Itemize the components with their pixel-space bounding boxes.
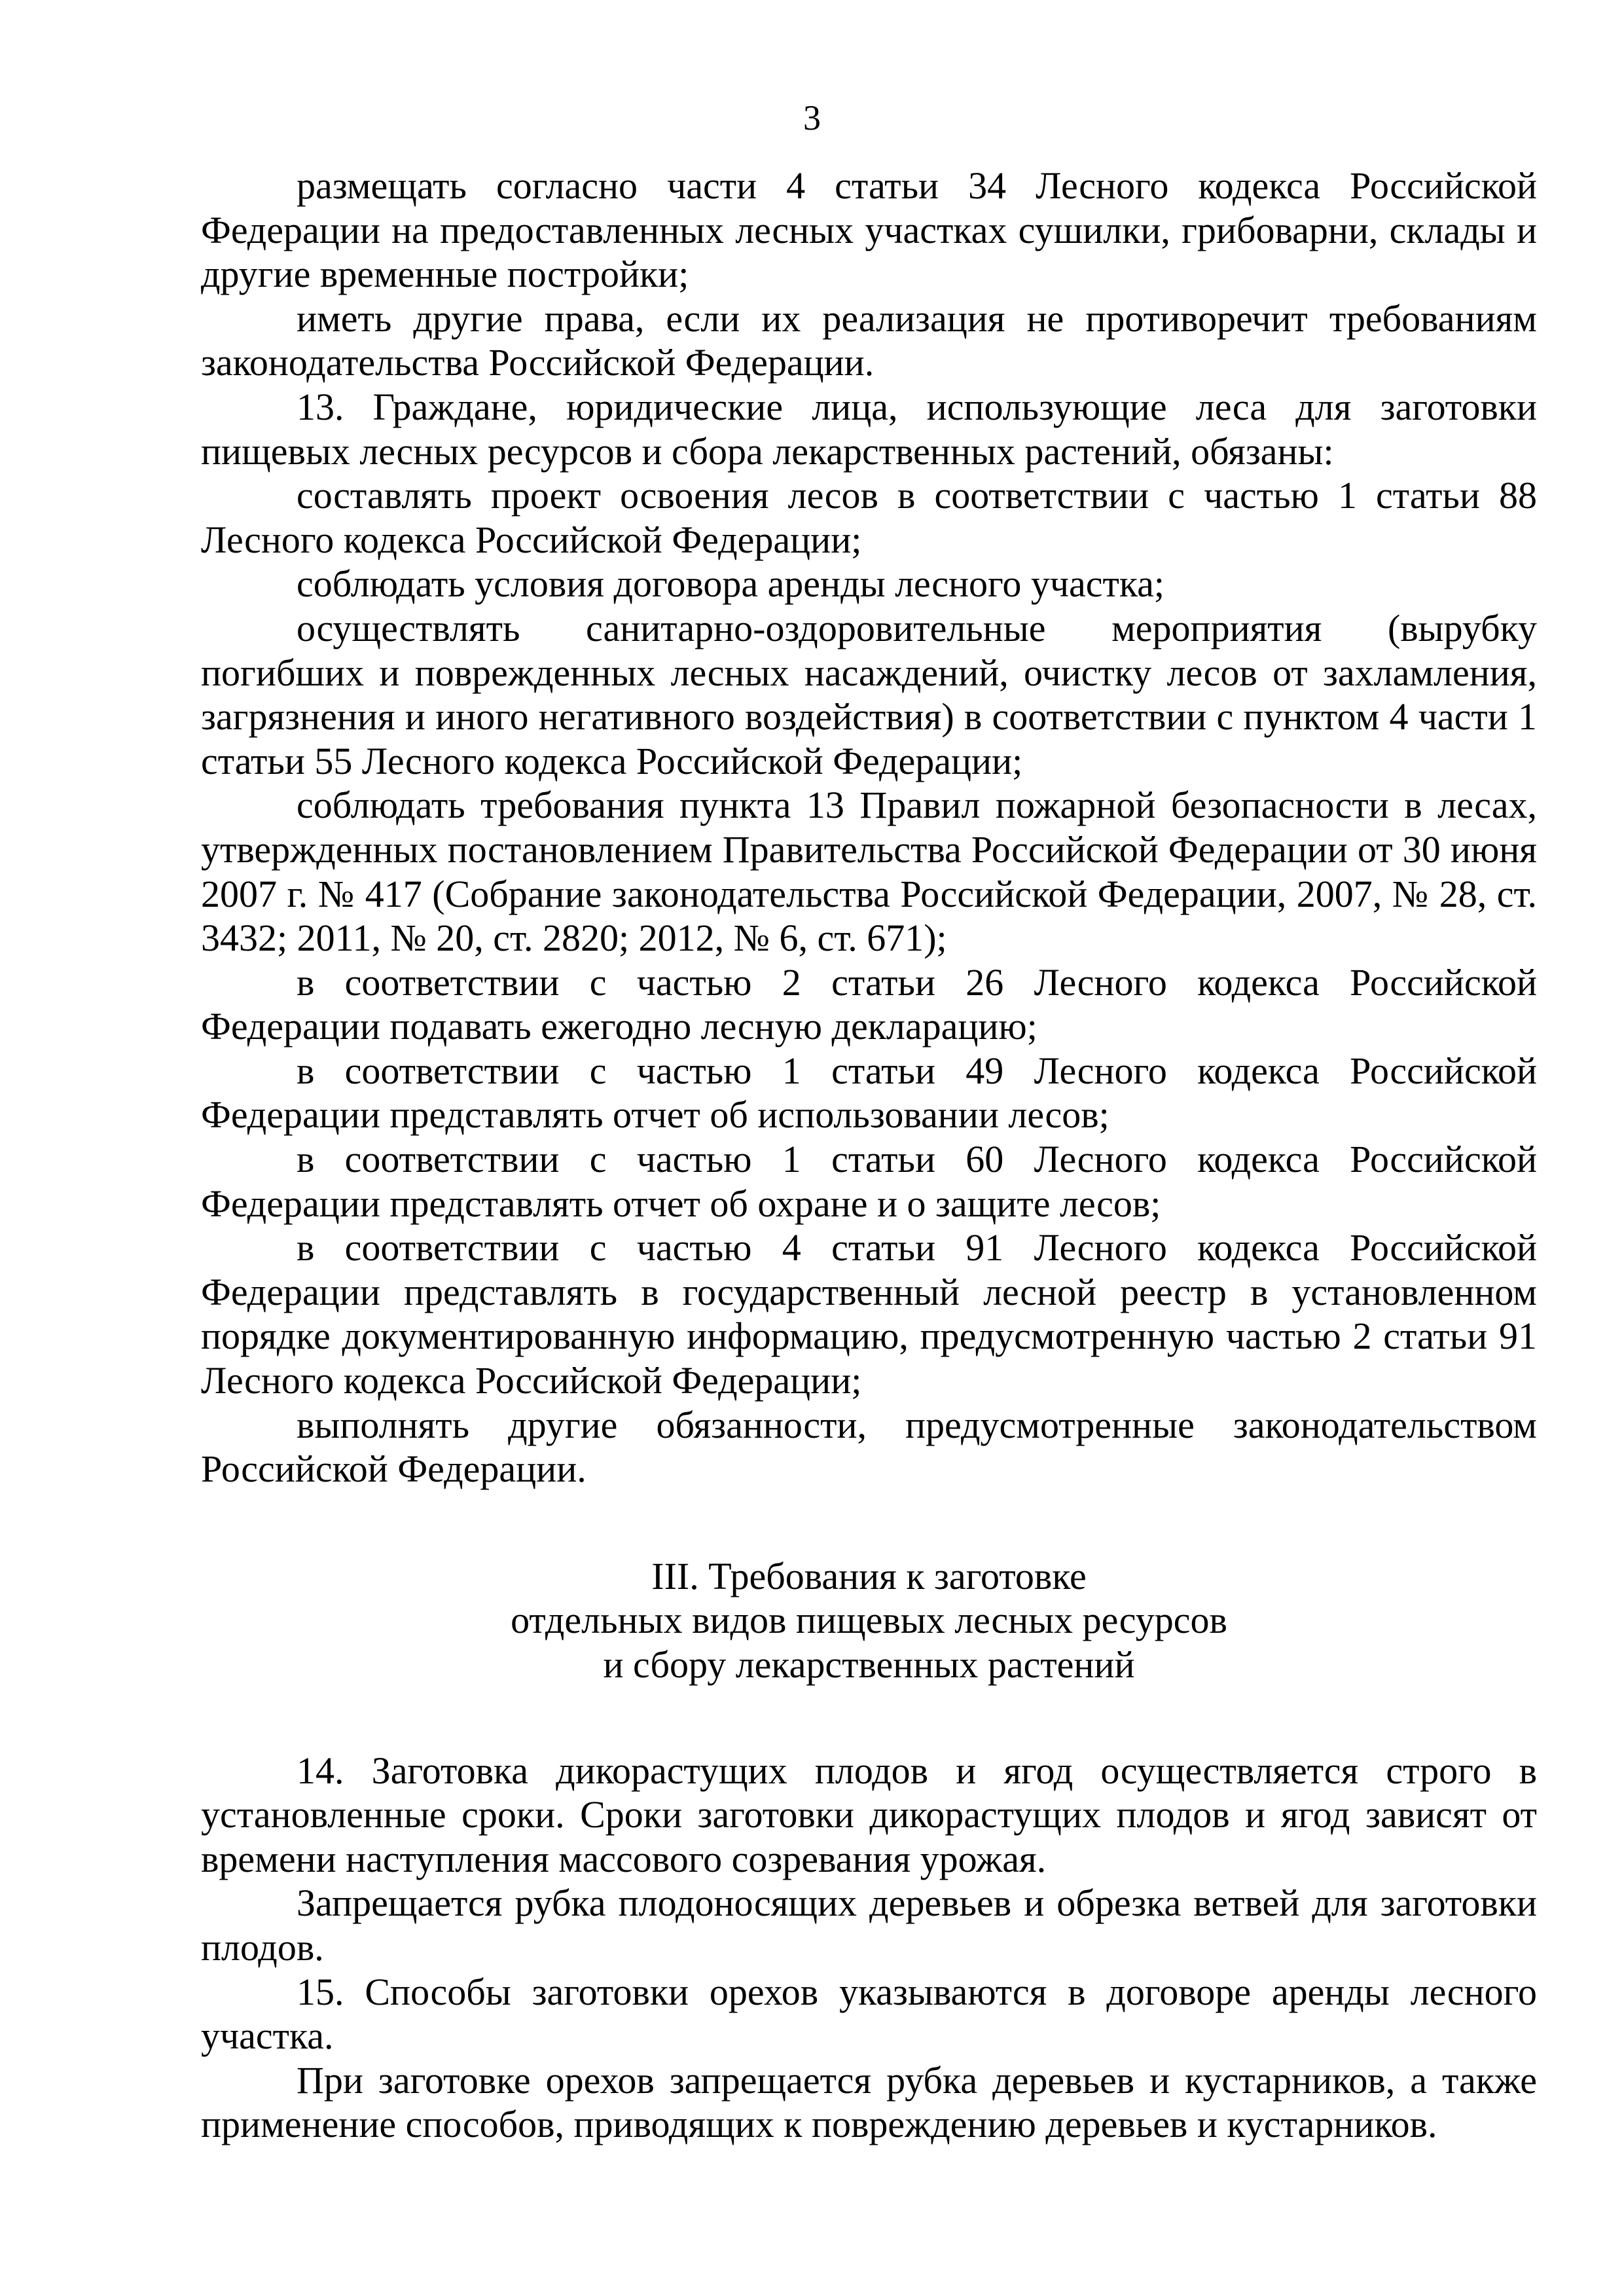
paragraph: Запрещается рубка плодоносящих деревьев и обрезка ветвей для заготовки плодов. <box>201 1882 1537 1969</box>
paragraph: в соответствии с частью 4 статьи 91 Лесного кодекса Российской Федерации представлять в государственный лесной реестр в установленном порядке документированную информацию, предусмотренную частью 2 статьи 91 Лесного кодекса Российской Федерации; <box>201 1226 1537 1402</box>
section-heading-line: отдельных видов пищевых лесных ресурсов <box>511 1599 1227 1642</box>
paragraph: 15. Способы заготовки орехов указываются в договоре аренды лесного участка. <box>201 1970 1537 2058</box>
paragraph: составлять проект освоения лесов в соответствии с частью 1 статьи 88 Лесного кодекса Российской Федерации; <box>201 474 1537 561</box>
paragraph: иметь другие права, если их реализация не противоречит требованиям законодательства Российской Федерации. <box>201 297 1537 384</box>
paragraph: соблюдать условия договора аренды лесного участка; <box>297 562 1164 606</box>
paragraph: выполнять другие обязанности, предусмотренные законодательством Российской Федерации. <box>201 1403 1537 1491</box>
section-heading-line: III. Требования к заготовке <box>651 1554 1087 1597</box>
section-heading <box>201 1554 1537 1687</box>
paragraph: 14. Заготовка дикорастущих плодов и ягод осуществляется строго в установленные сроки. Сроки заготовки дикорастущих плодов и ягод зависят от времени наступления массового созревания урожая. <box>201 1749 1537 1880</box>
paragraph: в соответствии с частью 1 статьи 49 Лесного кодекса Российской Федерации представлять отчет об использовании лесов; <box>201 1049 1537 1137</box>
paragraph: в соответствии с частью 2 статьи 26 Лесного кодекса Российской Федерации подавать ежегодно лесную декларацию; <box>201 960 1537 1048</box>
paragraph: в соответствии с частью 1 статьи 60 Лесного кодекса Российской Федерации представлять отчет об охране и о защите лесов; <box>201 1138 1537 1225</box>
paragraph: соблюдать требования пункта 13 Правил пожарной безопасности в лесах, утвержденных постановлением Правительства Российской Федерации от 30 июня 2007 г. № 417 (Собрание законодательства Российской Федерации, 2007, № 28, ст. 3432; 2011, № 20, ст. 2820; 2012, № 6, ст. 671); <box>201 784 1537 960</box>
document-body <box>201 164 1537 2147</box>
paragraph: При заготовке орехов запрещается рубка деревьев и кустарников, а также применение способов, приводящих к повреждению деревьев и кустарников. <box>201 2058 1537 2146</box>
paragraph: осуществлять санитарно-оздоровительные мероприятия (вырубку погибших и поврежденных лесных насаждений, очистку лесов от захламления, загрязнения и иного негативного воздействия) в соответствии с пунктом 4 части 1 статьи 55 Лесного кодекса Российской Федерации; <box>201 606 1537 782</box>
paragraph: размещать согласно части 4 статьи 34 Лесного кодекса Российской Федерации на предоставленных лесных участках сушилки, грибоварни, склады и другие временные постройки; <box>201 164 1537 296</box>
page-number: 3 <box>803 98 821 137</box>
section-heading-line: и сбору лекарственных растений <box>603 1643 1135 1686</box>
paragraph: 13. Граждане, юридические лица, использующие леса для заготовки пищевых лесных ресурсов и сбора лекарственных растений, обязаны: <box>201 385 1537 473</box>
